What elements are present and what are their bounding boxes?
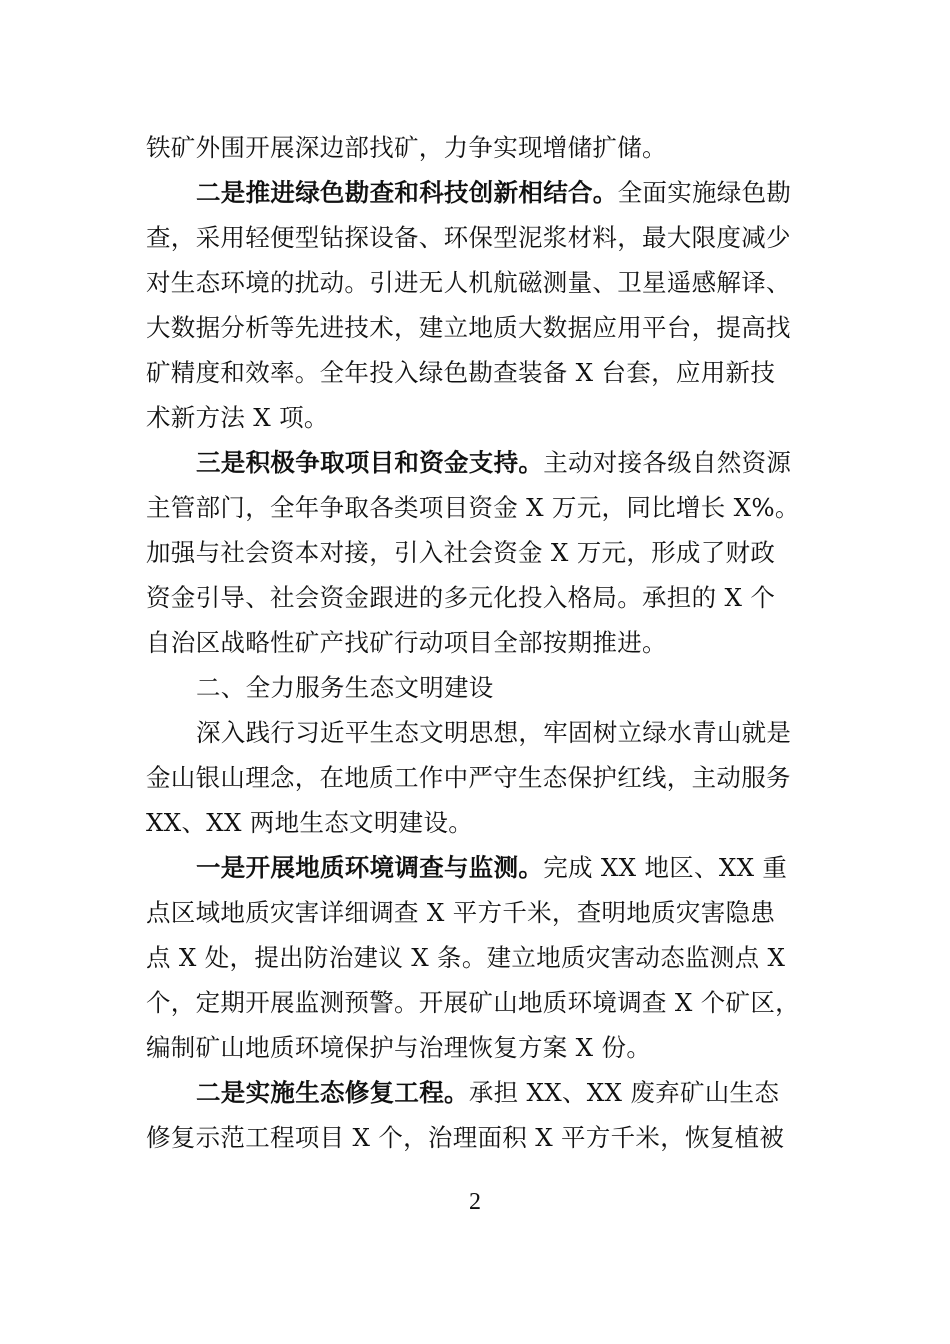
paragraph-line: [146, 762, 791, 794]
paragraph-line: [146, 222, 791, 254]
section-heading: [196, 672, 494, 704]
line-text: 金山银山理念，在地质工作中严守生态保护红线，主动服务: [146, 763, 791, 792]
line-text: 修复示范工程项目 X 个，治理面积 X 平方千米，恢复植被: [146, 1123, 785, 1152]
line-text: 承担 XX、XX 废弃矿山生态: [468, 1078, 780, 1107]
paragraph-line: [146, 357, 775, 389]
line-text: 主管部门，全年争取各类项目资金 X 万元，同比增长 X%。: [146, 493, 800, 522]
line-text: XX、XX 两地生态文明建设。: [146, 808, 474, 837]
paragraph-line: [146, 267, 791, 299]
paragraph-line: [146, 132, 667, 164]
paragraph-line: [146, 897, 775, 929]
line-text: 自治区战略性矿产找矿行动项目全部按期推进。: [146, 628, 667, 657]
paragraph-line: [196, 852, 787, 884]
line-text: 点 X 处，提出防治建议 X 条。建立地质灾害动态监测点 X: [146, 943, 786, 972]
paragraph-line: [146, 627, 667, 659]
paragraph-line: [146, 1032, 651, 1064]
paragraph-line: [146, 1122, 784, 1154]
line-text: 深入践行习近平生态文明思想，牢固树立绿水青山就是: [196, 718, 792, 747]
line-text: 主动对接各级自然资源: [543, 448, 792, 477]
line-text: 查，采用轻便型钻探设备、环保型泥浆材料，最大限度减少: [146, 223, 791, 252]
paragraph-line: [146, 987, 800, 1019]
line-text: 全面实施绿色勘: [617, 178, 792, 207]
paragraph-lead: 三是积极争取项目和资金支持。: [196, 448, 544, 477]
line-text: 对生态环境的扰动。引进无人机航磁测量、卫星遥感解译、: [146, 268, 791, 297]
line-text: 完成 XX 地区、XX 重: [543, 853, 788, 882]
paragraph-lead: 二是实施生态修复工程。: [196, 1078, 469, 1107]
paragraph-line: [146, 942, 785, 974]
line-text: 点区域地质灾害详细调查 X 平方千米，查明地质灾害隐患: [146, 898, 776, 927]
paragraph-line: [196, 177, 791, 209]
line-text: 矿精度和效率。全年投入绿色勘查装备 X 台套，应用新技: [146, 358, 776, 387]
paragraph-line: [196, 717, 791, 749]
line-text: 个，定期开展监测预警。开展矿山地质环境调查 X 个矿区，: [146, 988, 800, 1017]
page-number: 2: [469, 1189, 481, 1215]
line-text: 编制矿山地质环境保护与治理恢复方案 X 份。: [146, 1033, 652, 1062]
line-text: 大数据分析等先进技术，建立地质大数据应用平台，提高找: [146, 313, 791, 342]
line-text: 铁矿外围开展深边部找矿，力争实现增储扩储。: [146, 133, 667, 162]
paragraph-line: [146, 312, 791, 344]
paragraph-lead: 一是开展地质环境调查与监测。: [196, 853, 544, 882]
paragraph-line: [146, 492, 800, 524]
line-text: 资金引导、社会资金跟进的多元化投入格局。承担的 X 个: [146, 583, 776, 612]
paragraph-line: [196, 1077, 779, 1109]
line-text: 加强与社会资本对接，引入社会资金 X 万元，形成了财政: [146, 538, 776, 567]
paragraph-line: [146, 582, 775, 614]
paragraph-line: [146, 807, 473, 839]
paragraph-line: [196, 447, 791, 479]
line-text: 术新方法 X 项。: [146, 403, 329, 432]
paragraph-lead: 二是推进绿色勘查和科技创新相结合。: [196, 178, 618, 207]
paragraph-line: [146, 402, 329, 434]
section-heading-text: 二、全力服务生态文明建设: [196, 673, 494, 702]
paragraph-line: [146, 537, 775, 569]
